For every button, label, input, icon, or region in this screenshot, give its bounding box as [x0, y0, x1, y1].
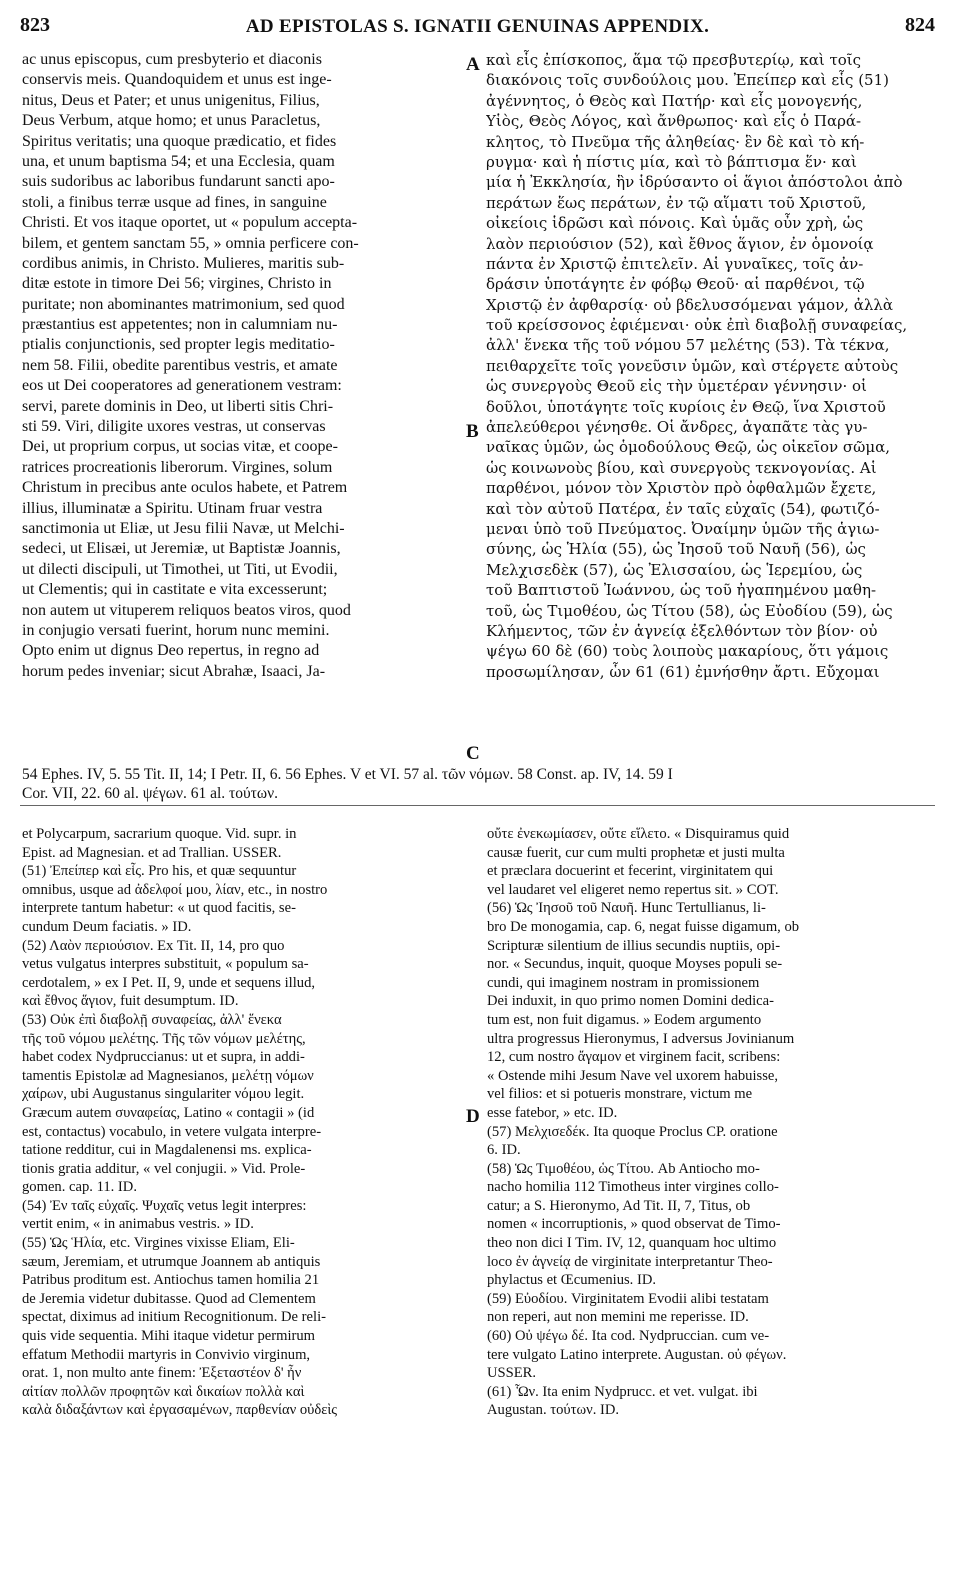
greek-line: κλητος, τὸ Πνεῦμα τῆς ἀληθείας· ἓν δὲ καὶ τὸ κή- — [486, 132, 865, 151]
note-line: vetus vulgatus interpres substituit, « populum sa- — [22, 956, 309, 973]
greek-line: μεναι ὑπὸ τοῦ Πνεύματος. Ὀναίμην ὑμῶν τῆς ἁγιω- — [486, 519, 880, 538]
scripture-references — [22, 765, 935, 803]
note-line: οὔτε ἐνεκωμίασεν, οὔτε εἵλετο. « Disquiramus quid — [487, 826, 790, 842]
greek-line: ἀλλ' ἕνεκα τῆς τοῦ νόμου 57 μελέτης (53). Τὰ τέκνα, — [486, 336, 890, 355]
note-line: vel filios: et si potueris monstrare, victum me — [487, 1086, 753, 1103]
note-line: (56) Ὡς Ἰησοῦ τοῦ Ναυῆ. Hunc Tertullianus, li- — [487, 900, 766, 917]
latin-line: ut dilecti discipuli, ut Timothei, ut Titi, ut Evodii, — [22, 560, 338, 578]
note-line: gomen. cap. 11. ID. — [22, 1179, 137, 1196]
margin-marker: A — [466, 54, 480, 75]
note-line: Epist. ad Magnesian. et ad Trallian. USSER. — [22, 844, 282, 861]
note-line: Scripturæ silentium de illius secundis nuptiis, opi- — [487, 937, 781, 954]
running-header — [20, 14, 935, 42]
greek-line: ναῖκας ὑμῶν, ὡς ὁμοδούλους Θεῷ, ὡς οἰκεῖον σῶμα, — [486, 438, 890, 457]
latin-line: in conjugio versati fuerint, horum nunc memini. — [22, 621, 330, 639]
latin-line: cordibus animis, in Christo. Mulieres, maritis sub- — [22, 254, 345, 272]
note-line: effatum Methodii martyris in Convivio virginum, — [22, 1346, 311, 1363]
greek-line: πειθαρχεῖτε τοῖς γονεῦσιν ὑμῶν, καὶ στέργετε αὐτοὺς — [486, 356, 899, 375]
latin-line: sti 59. Viri, diligite uxores vestras, ut conservas — [22, 418, 326, 436]
note-line: theo non dici I Tim. IV, 12, quanquam hoc ultimo — [487, 1235, 777, 1252]
latin-line: Christum in precibus ante oculos habete, et Patrem — [22, 479, 348, 497]
latin-line: conservis meis. Quandoquidem et unus est inge- — [22, 71, 332, 89]
greek-line: ρυγμα· καὶ ἡ πίστις μία, καὶ τὸ βάπτισμα ἕν· καὶ — [486, 152, 857, 171]
page-number-right: 824 — [905, 14, 935, 36]
note-line: (59) Εὐοδίου. Virginitatem Evodii alibi testatam — [487, 1290, 769, 1307]
note-line: (58) Ὡς Τιμοθέου, ὡς Τίτου. Ab Antiocho mo- — [487, 1160, 760, 1177]
latin-line: sanctimonia ut Eliæ, ut Jesu filii Navæ, ut Melchi- — [22, 519, 345, 537]
note-line: tum est, non fuit digamus. » Eodem argumento — [487, 1011, 762, 1028]
latin-line: nitus, Deus et Pater; et unus unigenitus, Filius, — [22, 91, 320, 109]
greek-line: διακόνοις τοῖς συνδούλοις μου. Ἐπείπερ καὶ εἷς (51) — [486, 71, 889, 90]
greek-line: ἀπελεύθεροι γένησθε. Οἱ ἄνδρες, ἀγαπᾶτε τὰς γυ- — [486, 418, 868, 437]
latin-line: bilem, et gentem sanctam 55, » omnia perficere con- — [22, 234, 359, 252]
note-line: Patribus proditum est. Antiochus tamen homilia 21 — [22, 1272, 320, 1289]
note-line: cerdotalem, » ex I Pet. II, 9, unde et sequens illud, — [22, 974, 316, 991]
greek-line: οἰκείοις ἱδρῶσι καὶ πόνοις. Καὶ ὑμᾶς οὖν χρὴ, ὡς — [486, 214, 864, 233]
latin-line: puritate; non abominantes matrimonium, sed quod — [22, 295, 345, 313]
note-line: (57) Μελχισεδέκ. Ita quoque Proclus CP. oratione — [487, 1123, 778, 1140]
greek-line: δοῦλοι, ὑποτάγητε τοῖς κυρίοις ἐν Θεῷ, ἵνα Χριστοῦ — [486, 397, 886, 416]
note-line: cundi, qui imaginem nostram in promissionem — [487, 974, 760, 991]
note-line: αἰτίαν πολλῶν προφητῶν καὶ δικαίων πολλὰ καὶ — [22, 1383, 305, 1400]
greek-line: σύνης, ὡς Ἡλία (55), ὡς Ἰησοῦ τοῦ Ναυῆ (56), ὡς — [486, 540, 866, 559]
latin-line: illius, illuminatæ a Spiritu. Utinam fruar vestra — [22, 499, 323, 517]
greek-line: ψέγω 60 δὲ (60) τοὺς λοιποὺς μακαρίους, ὅτι γάμοις — [486, 642, 889, 661]
note-line: (61) Ὧν. Ita enim Nydprucc. et vet. vulgat. ibi — [487, 1383, 758, 1400]
latin-line: ac unus episcopus, cum presbyterio et diaconis — [22, 51, 322, 68]
latin-line: ditæ estote in timore Dei 56; virgines, Christo in — [22, 275, 332, 293]
note-line: loco ἐν ἁγνείᾳ de virginitate interpretantur Theo- — [487, 1253, 773, 1270]
greek-line: τοῦ, ὡς Τιμοθέου, ὡς Τίτου (58), ὡς Εὐοδίου (59), ὡς — [486, 601, 893, 620]
note-line: (53) Οὐκ ἐπὶ διαβολῇ συναφείας, ἀλλ' ἕνεκα — [22, 1011, 282, 1028]
margin-marker: C — [466, 743, 480, 764]
note-line: tionis gratia additur, « vel conjugii. » Vid. Prole- — [22, 1160, 306, 1177]
latin-line: Dei, ut proprium corpus, ut socias vitæ, et coope- — [22, 438, 338, 456]
note-line: de Jeremia videtur dubitasse. Quod ad Clementem — [22, 1290, 316, 1307]
greek-line: προσωμίλησαν, ὧν 61 (61) ἐμνήσθην ἄρτι. Εὔχομαι — [486, 662, 880, 681]
greek-line: μία ἡ Ἐκκλησία, ἣν ἱδρύσαντο οἱ ἅγιοι ἀπόστολοι ἀπὸ — [486, 173, 903, 192]
latin-text-column — [22, 50, 462, 682]
note-line: τῆς τοῦ νόμου μελέτης. Τῆς τῶν νόμων μελέτης, — [22, 1030, 306, 1047]
latin-line: una, et unum baptisma 54; et una Ecclesia, quam — [22, 152, 335, 170]
latin-line: horum pedes inveniar; sicut Abrahæ, Isaaci, Ja- — [22, 662, 326, 680]
note-line: « Ostende mihi Jesum Nave vel uxorem habuisse, — [487, 1067, 779, 1084]
reference-line: Cor. VII, 22. 60 al. ψέγων. 61 al. τούτων. — [22, 785, 278, 802]
notes-left-column — [22, 825, 462, 1420]
note-line: Augustan. τούτων. ID. — [487, 1402, 620, 1419]
note-line: spectat, diximus ad initium Recognitionum. De reli- — [22, 1309, 326, 1326]
divider — [20, 805, 935, 806]
greek-line: πάντα ἐν Χριστῷ ἐπιτελεῖν. Αἱ γυναῖκες, τοῖς ἀν- — [486, 254, 864, 273]
note-line: nor. « Secundus, inquit, quoque Moyses populi se- — [487, 956, 783, 973]
note-line: 12, cum nostro ἄγαμον et virginem facit, scribens: — [487, 1049, 781, 1066]
note-line: tere vulgato Latino interprete. Augustan. οὐ φέγων. — [487, 1346, 787, 1363]
note-line: vel laudaret vel eligeret nemo repertus sit. » COT. — [487, 881, 779, 898]
latin-line: eos ut Dei cooperatores ad generationem vestram: — [22, 377, 342, 395]
note-line: Græcum autem συναφείας, Latino « contagii » (id — [22, 1104, 315, 1121]
greek-line: τοῦ κρείσσονος ἐφιέμεναι· οὐκ ἐπὶ διαβολῇ συναφείας, — [486, 316, 908, 335]
greek-line: καὶ τὸν αὐτοῦ Πατέρα, ἐν ταῖς εὐχαῖς (54), φωτιζό- — [486, 499, 880, 518]
greek-line: ὡς συνεργοὺς Θεοῦ εἰς τὴν ὑμετέραν γέννησιν· οἱ — [486, 377, 867, 396]
latin-line: Spiritus veritatis; una quoque prædicatio, et fides — [22, 132, 337, 150]
greek-line: Χριστῷ ἐν ἀφθαρσίᾳ· οὐ βδελυσσόμεναι γάμον, ἀλλὰ — [486, 295, 893, 314]
note-line: cundum Deum faciatis. » ID. — [22, 918, 192, 935]
greek-line: τοῦ Βαπτιστοῦ Ἰωάννου, ὡς τοῦ ἠγαπημένου μαθη- — [486, 581, 877, 600]
note-line: (55) Ὡς Ἡλία, etc. Virgines vixisse Eliam, Eli- — [22, 1235, 295, 1252]
note-line: habet codex Nydpruccianus: ut et supra, in addi- — [22, 1049, 305, 1066]
latin-line: ut Clementis; qui in castitate e vita excesserunt; — [22, 581, 328, 599]
note-line: non reperi, aut non memini me reperisse. ID. — [487, 1309, 749, 1326]
note-line: phylactus et Œcumenius. ID. — [487, 1272, 657, 1289]
note-line: et præclara docuerint et fecerint, virginitatem qui — [487, 863, 774, 880]
margin-marker: D — [466, 1106, 480, 1127]
latin-line: ratrices procreationis liberorum. Virgines, solum — [22, 458, 333, 476]
latin-line: suis sudoribus ac laboribus fundarunt sancti apo- — [22, 173, 335, 191]
latin-line: sedeci, ut Elisæi, ut Jeremiæ, ut Baptistæ Joannis, — [22, 540, 341, 558]
greek-line: περάτων ἕως περάτων, ἐν τῷ αἵματι τοῦ Χριστοῦ, — [486, 193, 867, 212]
greek-line: παρθένοι, μόνον τὸν Χριστὸν πρὸ ὀφθαλμῶν ἔχετε, — [486, 479, 877, 498]
note-line: quis vide sequentia. Mihi itaque videtur permirum — [22, 1328, 316, 1345]
latin-line: Deus Verbum, atque homo; et unus Paracletus, — [22, 112, 321, 130]
note-line: est, contactus) vocabulo, in vetere vulgata interpre- — [22, 1123, 322, 1140]
latin-line: stoli, a finibus terræ usque ad fines, in sanguine — [22, 193, 327, 211]
notes-right-column — [487, 825, 935, 1420]
latin-line: præstantius est appetentes; non in calumniam nu- — [22, 316, 338, 334]
note-line: interprete tantum habetur: « ut quod facitis, se- — [22, 900, 296, 917]
greek-line: Κλήμεντος, τῶν ἐν ἁγνείᾳ ἐξελθόντων τὸν βίον· οὐ — [486, 621, 878, 640]
note-line: nomen « incorruptionis, » quod observat de Timo- — [487, 1216, 781, 1233]
page-title: AD EPISTOLAS S. IGNATII GENUINAS APPENDIX. — [245, 16, 710, 37]
note-line: nacho homilia 112 Timotheus inter virgines collo- — [487, 1179, 779, 1196]
note-line: vertit enim, « in animabus vestris. » ID. — [22, 1216, 254, 1233]
latin-line: servi, parete dominis in Deo, ut liberti sitis Chri- — [22, 397, 334, 415]
latin-line: nem 58. Filii, obedite parentibus vestris, et amate — [22, 356, 338, 374]
note-line: et Polycarpum, sacrarium quoque. Vid. supr. in — [22, 826, 297, 842]
greek-text-column — [486, 50, 936, 682]
latin-line: Christi. Et vos itaque oportet, ut « populum accepta- — [22, 214, 358, 232]
note-line: catur; a S. Hieronymo, Ad Tit. II, 7, Titus, ob — [487, 1197, 751, 1214]
note-line: tamentis Epistolæ ad Magnesianos, μελέτῃ νόμων — [22, 1067, 314, 1084]
note-line: esse fatebor, » etc. ID. — [487, 1104, 618, 1121]
note-line: (60) Οὐ ψέγω δέ. Ita cod. Nydpruccian. cum ve- — [487, 1328, 770, 1345]
note-line: καὶ ἔθνος ἅγιον, fuit desumptum. ID. — [22, 993, 239, 1010]
note-line: orat. 1, non multo ante finem: Ἐξεταστέον δ' ἦν — [22, 1365, 302, 1382]
note-line: ultra progressus Hieronymus, I adversus Jovinianum — [487, 1030, 795, 1047]
note-line: sæum, Jeremiam, et utrumque Joannem ab antiquis — [22, 1253, 321, 1270]
note-line: (52) Λαὸν περιούσιον. Ex Tit. II, 14, pro quo — [22, 937, 285, 954]
page-number-left: 823 — [20, 14, 50, 36]
note-line: χαίρων, ubi Augustanus singulariter νόμου legit. — [22, 1086, 305, 1103]
reference-line: 54 Ephes. IV, 5. 55 Tit. II, 14; I Petr. II, 6. 56 Ephes. V et VI. 57 al. τῶν νόμων. 58 Const. ap. IV, 14. 59 I — [22, 766, 673, 783]
note-line: causæ fuerit, cur cum multi prophetæ et justi multa — [487, 844, 785, 861]
greek-line: Υἱὸς, Θεὸς Λόγος, καὶ ἄνθρωπος· καὶ εἷς ὁ Παρά- — [486, 112, 862, 131]
note-line: USSER. — [487, 1365, 537, 1382]
note-line: (51) Ἐπείπερ καὶ εἷς. Pro his, et quæ sequuntur — [22, 863, 297, 880]
note-line: tatione redditur, cui in Magdalenensi ms. explica- — [22, 1142, 312, 1159]
note-line: καλὰ διδαξάντων καὶ ἐργασαμένων, παρθενίαν οὐδεὶς — [22, 1402, 338, 1419]
greek-line: λαὸν περιούσιον (52), καὶ ἔθνος ἅγιον, ἐν ὁμονοίᾳ — [486, 234, 874, 253]
note-line: (54) Ἐν ταῖς εὐχαῖς. Ψυχαῖς vetus legit interpres: — [22, 1197, 307, 1214]
margin-marker: B — [466, 421, 479, 442]
greek-line: ἀγέννητος, ὁ Θεὸς καὶ Πατήρ· καὶ εἷς μονογενής, — [486, 91, 863, 110]
note-line: 6. ID. — [487, 1142, 521, 1159]
note-line: Dei induxit, in quo primo nomen Domini dedica- — [487, 993, 774, 1010]
greek-line: δράσιν ὑποτάγητε ἐν φόβῳ Θεοῦ· αἱ παρθένοι, τῷ — [486, 275, 865, 294]
latin-line: non autem ut vituperem reliquos beatos viros, quod — [22, 601, 351, 619]
note-line: bro De monogamia, cap. 6, negat fuisse digamum, ob — [487, 918, 800, 935]
greek-line: Μελχισεδὲκ (57), ὡς Ἐλισσαίου, ὡς Ἱερεμίου, ὡς — [486, 560, 863, 579]
greek-line: ὡς κοινωνοὺς βίου, καὶ συνεργοὺς τεκνογονίας. Αἱ — [486, 458, 877, 477]
latin-line: Opto enim ut dignus Deo repertus, in regno ad — [22, 642, 320, 660]
note-line: omnibus, usque ad ἀδελφοί μου, λίαν, etc., in nostro — [22, 881, 328, 898]
latin-line: ptialis conjunctionis, sed propter legis meditatio- — [22, 336, 335, 354]
greek-line: καὶ εἷς ἐπίσκοπος, ἅμα τῷ πρεσβυτερίῳ, καὶ τοῖς — [486, 51, 862, 69]
